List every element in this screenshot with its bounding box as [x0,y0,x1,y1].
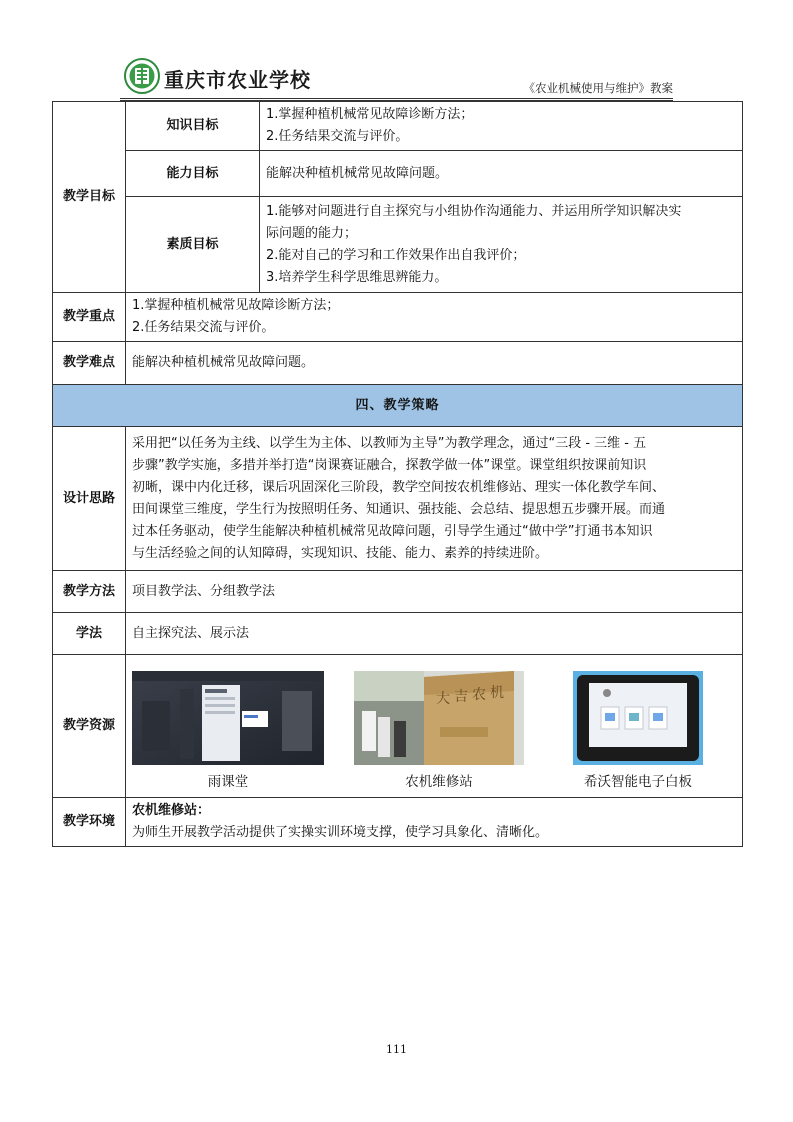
environment-text [126,798,743,847]
resources-label: 教学资源 [53,655,126,798]
resources-row [53,655,743,798]
environment-title: 农机维修站： [132,803,211,818]
text-line: 采用把“以任务为主线、以学生为主体、以教师为主导”为教学理念，通过“三段 - 三维 - 五 [132,435,647,451]
design-label: 设计思路 [53,427,126,571]
course-title: 《农业机械使用与维护》教案 [523,81,673,95]
section-header-row [53,385,743,427]
rain-classroom-screenshot-icon [132,671,324,765]
text-line: 过本任务驱动，使学生能解决种植机械常见故障问题，引导学生通过“做中学”打通书本知识 [132,523,653,539]
difficulties-row [53,342,743,385]
school-name: 重庆市农业学校 [164,68,311,92]
header-rule [120,98,673,99]
objectives-label: 教学目标 [53,102,126,293]
resource-caption: 希沃智能电子白板 [584,774,692,790]
learning-label: 学法 [53,613,126,655]
ability-goal-label: 能力目标 [126,151,260,197]
text-line: 初晰，课中内化迁移，课后巩固深化三阶段，教学空间按农机维修站、理实一体化教学车间、 [132,479,666,495]
environment-desc: 为师生开展教学活动提供了实操实训环境支撑，使学习具象化、清晰化。 [132,825,549,840]
svg-text:大: 大 [436,691,450,707]
quality-goal-label: 素质目标 [126,197,260,293]
ability-goal-text: 能解决种植机械常见故障问题。 [260,151,743,197]
environment-label: 教学环境 [53,798,126,847]
text-line: 际问题的能力； [266,225,358,241]
learning-row [53,613,743,655]
learning-text: 自主探究法、展示法 [126,613,743,655]
text-line: 3.培养学生科学思维思辨能力。 [266,269,448,285]
text-line: 2.任务结果交流与评价。 [266,129,409,144]
design-text [126,427,743,571]
methods-label: 教学方法 [53,571,126,613]
difficulties-text: 能解决种植机械常见故障问题。 [126,342,743,385]
resource-item [354,671,524,793]
text-line: 1.掌握种植机械常见故障诊断方法； [266,107,474,122]
svg-text:农: 农 [472,687,486,703]
page-header [120,56,673,98]
text-line: 2.能对自己的学习和工作效果作出自我评价； [266,247,526,263]
design-row [53,427,743,571]
text-line: 田间课堂三维度，学生行为按照明任务、知通识、强技能、会总结、提思想五步骤开展。而通 [132,501,666,517]
school-logo-icon [124,58,160,94]
objective-row-quality [53,197,743,293]
methods-row [53,571,743,613]
resource-item [546,671,730,793]
page-number: 111 [386,1043,407,1056]
resource-item [132,671,324,793]
difficulties-label: 教学难点 [53,342,126,385]
key-points-text [126,293,743,342]
objective-row-ability [53,151,743,197]
lesson-plan-table [52,101,743,847]
methods-text: 项目教学法、分组教学法 [126,571,743,613]
repair-station-photo-icon [354,671,524,765]
text-line: 1.掌握种植机械常见故障诊断方法； [132,298,340,313]
resources-cell [126,655,743,798]
text-line: 1.能够对问题进行自主探究与小组协作沟通能力、并运用所学知识解决实 [266,203,682,219]
key-points-label: 教学重点 [53,293,126,342]
svg-text:机: 机 [490,685,504,701]
svg-text:吉: 吉 [454,689,468,705]
environment-row [53,798,743,847]
resource-caption: 农机维修站 [405,774,473,790]
knowledge-goal-label: 知识目标 [126,102,260,151]
resources-gallery [126,655,742,797]
text-line: 2.任务结果交流与评价。 [132,320,275,335]
text-line: 步骤”教学实施，多措并举打造“岗课赛证融合，探教学做一体”课堂。课堂组织按课前知识 [132,457,647,473]
objective-row-knowledge [53,102,743,151]
key-points-row [53,293,743,342]
text-line: 与生活经验之间的认知障碍，实现知识、技能、能力、素养的持续进阶。 [132,545,549,561]
smart-whiteboard-photo-icon [573,671,703,765]
resource-caption: 雨课堂 [207,774,249,790]
quality-goal-text [260,197,743,293]
section-title: 四、教学策略 [53,385,743,427]
knowledge-goal-text [260,102,743,151]
